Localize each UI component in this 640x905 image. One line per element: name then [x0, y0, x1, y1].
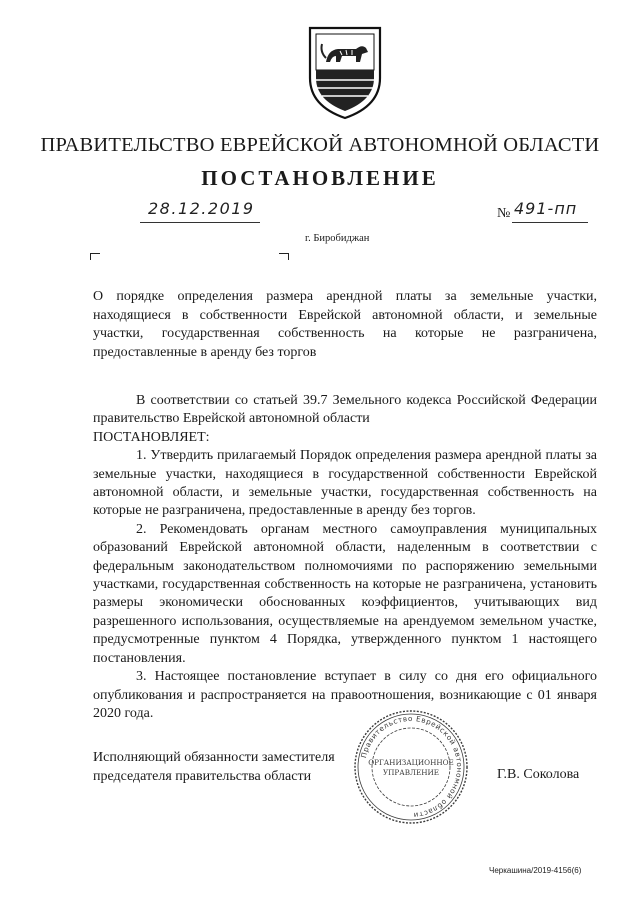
- document-type-title: ПОСТАНОВЛЕНИЕ: [201, 166, 439, 190]
- stamp-center-line-2: УПРАВЛЕНИЕ: [382, 768, 440, 777]
- item-1-paragraph: 1. Утвердить прилагаемый Порядок определения размера арендной платы за земельные участки, находящиеся в государственной собственности Еврейской автономной области, и земельные участки, государственная собственность на которые не разграничена, предоставленные в аренду без торгов.: [93, 448, 597, 519]
- coat-of-arms-emblem: [304, 22, 386, 122]
- signatory-position-line-2: председателя правительства области: [93, 769, 312, 784]
- corner-bracket-left: [90, 253, 100, 260]
- stamp-center-line-1: ОРГАНИЗАЦИОННОЕ: [368, 758, 454, 767]
- executor-footer-code: Черкашина/2019-4156(6): [489, 866, 582, 875]
- decree-word: ПОСТАНОВЛЯЕТ:: [93, 429, 210, 445]
- signatory-name: Г.В. Соколова: [497, 767, 580, 782]
- number-sign: №: [497, 206, 511, 221]
- corner-bracket-right: [279, 253, 289, 260]
- item-3-paragraph: 3. Настоящее постановление вступает в силу со дня его официального опубликования и распространяется на правоотношения, возникающие с 01 января 2020 года.: [93, 669, 597, 721]
- item-2-paragraph: 2. Рекомендовать органам местного самоуправления муниципальных образований Еврейской автономной области, наделенным в соответствии с федеральным законодательством полномочиями по распоряжению земельными участками, государственная собственность на которые не разграничена, установить размеры экономически обоснованных коэффициентов, учитывающих вид разрешенного использования, осуществляемые на арендуемом земельном участке, предусмотренные пунктом 4 Порядка, утвержденного пунктом 1 настоящего постановления.: [93, 521, 597, 666]
- document-body: [93, 392, 597, 723]
- stamp-ring-text: Правительство Еврейской автономной области: [358, 713, 465, 821]
- preamble-paragraph: В соответствии со статьей 39.7 Земельного кодекса Российской Федерации правительство Еврейской автономной области: [93, 393, 597, 427]
- signatory-position: [93, 748, 363, 786]
- issue-city: г. Биробиджан: [305, 233, 370, 244]
- government-title: ПРАВИТЕЛЬСТВО ЕВРЕЙСКОЙ АВТОНОМНОЙ ОБЛАСТИ: [40, 134, 600, 156]
- document-date: 28.12.2019: [148, 199, 255, 218]
- official-stamp: [352, 708, 470, 826]
- document-number: 491-пп: [514, 199, 578, 218]
- signatory-position-line-1: Исполняющий обязанности заместителя: [93, 750, 335, 765]
- document-subject: О порядке определения размера арендной платы за земельные участки, находящиеся в собственности Еврейской автономной области, и земельные участки, государственная собственность на которые не разграничена, предоставленные в аренду без торгов: [93, 289, 597, 360]
